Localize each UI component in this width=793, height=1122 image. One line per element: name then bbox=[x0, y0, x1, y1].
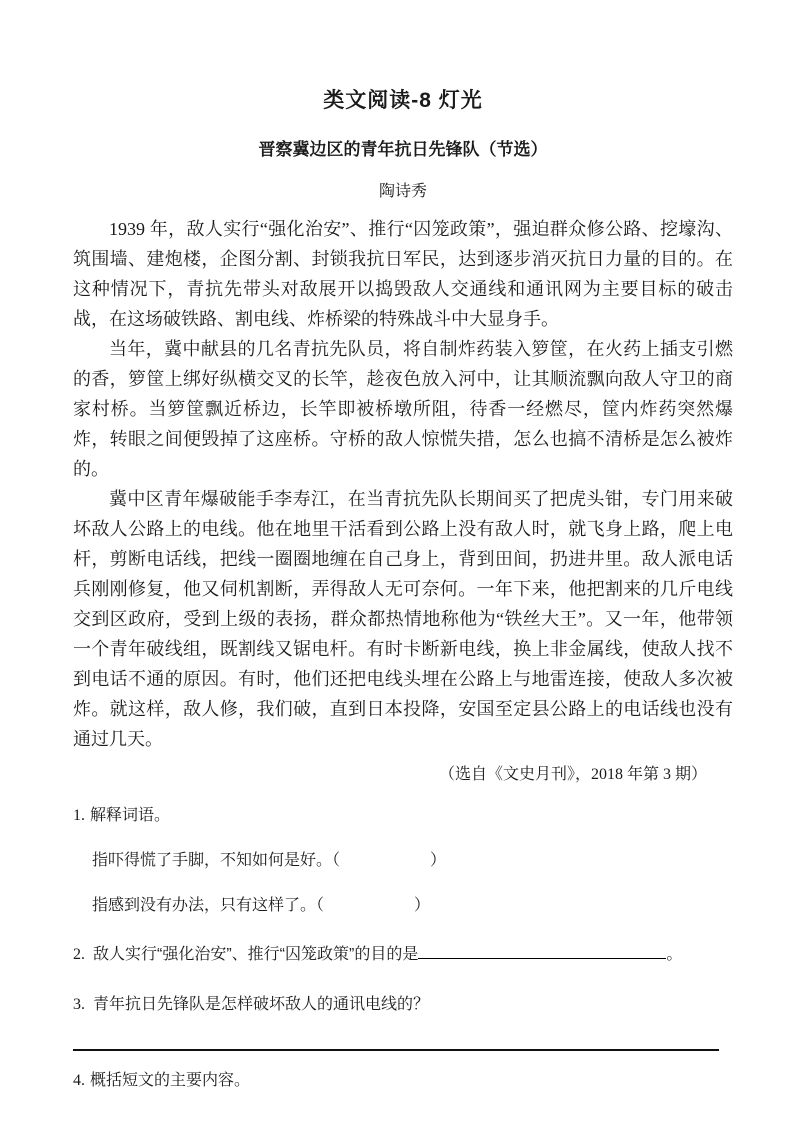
question-2 bbox=[73, 944, 733, 966]
question-3-number: 3. bbox=[73, 996, 85, 1013]
answer-blank[interactable] bbox=[324, 909, 414, 910]
question-1-text: 解释词语。 bbox=[90, 807, 171, 824]
question-3 bbox=[73, 994, 733, 1016]
question-2-text: 敌人实行“强化治安”、推行“囚笼政策”的目的是 bbox=[93, 946, 419, 963]
open-paren: （ bbox=[332, 852, 341, 869]
close-paren: ） bbox=[414, 897, 431, 914]
question-1-item-2-text: 指感到没有办法，只有这样了。 bbox=[92, 897, 317, 914]
question-2-number: 2. bbox=[73, 946, 85, 963]
question-1 bbox=[73, 805, 733, 827]
question-4-number: 4. bbox=[73, 1072, 85, 1089]
question-1-item-2 bbox=[92, 895, 733, 917]
answer-line[interactable] bbox=[73, 1049, 719, 1051]
answer-blank[interactable] bbox=[340, 864, 430, 865]
close-paren: ） bbox=[430, 852, 447, 869]
question-4 bbox=[73, 1070, 733, 1092]
open-paren: （ bbox=[316, 897, 325, 914]
passage-body bbox=[73, 214, 733, 754]
answer-underline[interactable] bbox=[418, 944, 666, 959]
question-1-item-1 bbox=[92, 850, 733, 872]
question-3-text: 青年抗日先锋队是怎样破坏敌人的通讯电线的？ bbox=[93, 996, 430, 1013]
passage-title: 晋察冀边区的青年抗日先锋队（节选） bbox=[258, 140, 548, 159]
page-title: 类文阅读-8 灯光 bbox=[323, 89, 483, 112]
passage-paragraph-1: 1939 年，敌人实行“强化治安”、推行“囚笼政策”，强迫群众修公路、挖壕沟、筑围墙、建炮楼，企图分割、封锁我抗日军民，达到逐步消灭抗日力量的目的。在这种情况下，青抗先带头对敌展开以捣毁敌人交通线和通讯网为主要目标的破击战，在这场破铁路、割电线、炸桥梁的特殊战斗中大显身手。 bbox=[73, 219, 733, 329]
page-content bbox=[73, 0, 733, 1122]
question-4-text: 概括短文的主要内容。 bbox=[90, 1072, 251, 1089]
passage-paragraph-2: 当年，冀中献县的几名青抗先队员，将自制炸药装入箩筐，在火药上插支引燃的香，箩筐上绑好纵横交叉的长竿，趁夜色放入河中，让其顺流飘向敌人守卫的商家村桥。当箩筐飘近桥边，长竿即被桥墩所阻，待香一经燃尽，筐内炸药突然爆炸，转眼之间便毁掉了这座桥。守桥的敌人惊慌失措，怎么也搞不清桥是怎么被炸的。 bbox=[73, 339, 733, 479]
passage-author: 陶诗秀 bbox=[378, 183, 427, 200]
source-citation: （选自《文史月刊》，2018 年第 3 期） bbox=[438, 766, 707, 783]
question-2-suffix: 。 bbox=[666, 946, 683, 963]
question-section bbox=[73, 805, 733, 1122]
question-1-item-1-text: 指吓得慌了手脚，不知如何是好。 bbox=[92, 852, 333, 869]
question-1-number: 1. bbox=[73, 807, 85, 824]
passage-paragraph-3: 冀中区青年爆破能手李寿江，在当青抗先队长期间买了把虎头钳，专门用来破坏敌人公路上的电线。他在地里干活看到公路上没有敌人时，就飞身上路，爬上电杆，剪断电话线，把线一圈圈地缠在自己身上，背到田间，扔进井里。敌人派电话兵刚刚修复，他又伺机割断，弄得敌人无可奈何。一年下来，他把割来的几斤电线交到区政府，受到上级的表扬，群众都热情地称他为“铁丝大王”。又一年，他带领一个青年破线组，既割线又锯电杆。有时卡断新电线，换上非金属线，使敌人找不到电话不通的原因。有时，他们还把电线头埋在公路上与地雷连接，使敌人多次被炸。就这样，敌人修，我们破，直到日本投降，安国至定县公路上的电话线也没有通过几天。 bbox=[73, 489, 733, 749]
